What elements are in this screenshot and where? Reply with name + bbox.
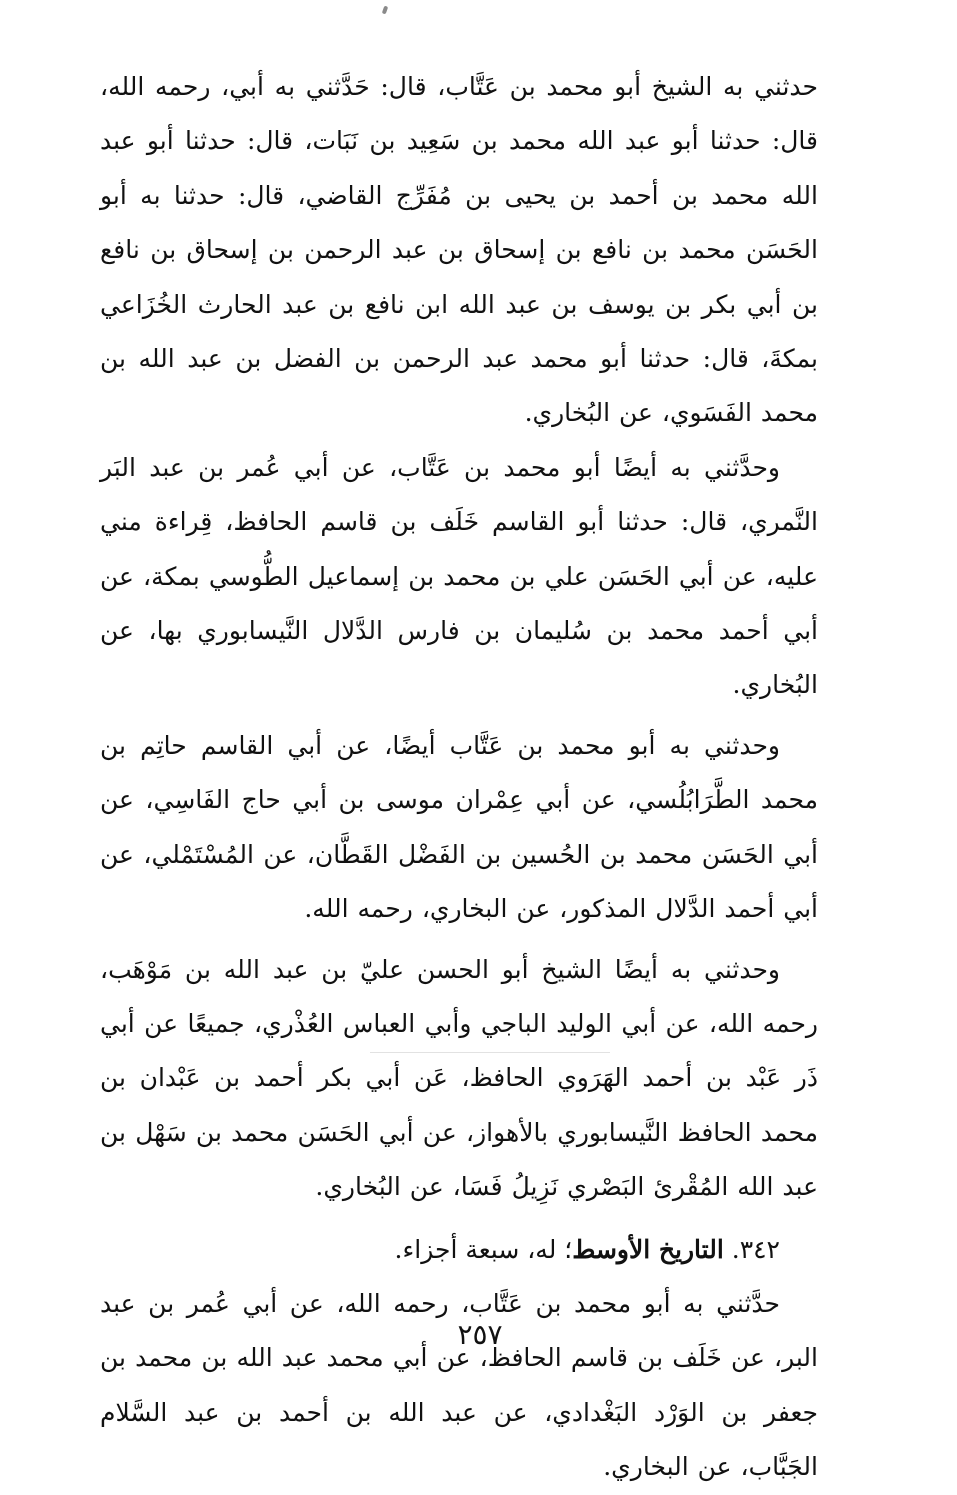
scan-speck	[382, 6, 388, 15]
paragraph-isnad-3: وحدثني به أبو محمد بن عَتَّاب أيضًا، عن أبي القاسم حاتِم بن محمد الطَّرَابُلُسي، عن أبي عِمْران موسى بن أبي حاج الفَاسِي، عن أبي الحَسَن محمد بن الحُسين بن الفَضْل القَطَّان، عن المُسْتَمْلي، عن أبي أحمد الدَّلال المذكور، عن البخاري، رحمه الله.	[100, 730, 818, 924]
page-body	[100, 60, 818, 1495]
section-title: التاريخ الأوسط	[572, 1234, 724, 1264]
section-heading	[100, 1223, 818, 1277]
paragraph-isnad-4: وحدثني به أيضًا الشيخ أبو الحسن عليّ بن عبد الله بن مَوْهَب، رحمه الله، عن أبي الوليد الباجي وأبي العباس العُذْري، جميعًا عن أبي ذَر عَبْد بن أحمد الهَرَوي الحافظ، عَن أبي بكر أحمد بن عَبْدان بن محمد الحافظ النَّيسابوري بالأهواز، عن أبي الحَسَن محمد بن سَهْل بن عبد الله المُقْرئ البَصْري نَزِيلُ فَسَا، عن البُخاري.	[100, 954, 818, 1202]
faint-rule	[370, 1052, 610, 1053]
section-note: ؛ له، سبعة أجزاء.	[394, 1234, 573, 1264]
section-number: ٣٤٢.	[731, 1234, 780, 1264]
paragraph-isnad-5: حدَّثني به أبو محمد بن عَتَّاب، رحمه الله، عن أبي عُمر بن عبد البر، عن خَلَف بن قاسم الحافظ، عن أبي محمد عبد الله بن محمد بن جعفر بن الوَرْد البَغْدادي، عن عبد الله بن أحمد بن عبد السَّلام الجَبَّاب، عن البخاري.	[100, 1288, 818, 1482]
page-number: ٢٥٧	[457, 1318, 503, 1351]
paragraph-isnad-2: وحدَّثني به أيضًا أبو محمد بن عَتَّاب، عن أبي عُمر بن عبد البَر النَّمري، قال: حدثنا أبو القاسم خَلَف بن قاسم الحافظ، قِراءة مني عليه، عن أبي الحَسَن علي بن محمد بن إسماعيل الطُّوسي بمكة، عن أبي أحمد محمد بن سُليمان بن فارس الدَّلال النَّيسابوري بها، عن البُخاري.	[100, 452, 818, 700]
paragraph-isnad-1: حدثني به الشيخ أبو محمد بن عَتَّاب، قال: حَدَّثني به أبي، رحمه الله، قال: حدثنا أبو عبد الله محمد بن سَعِيد بن نَبَات، قال: حدثنا أبو عبد الله محمد بن أحمد بن يحيى بن مُفَرِّج القاضي، قال: حدثنا به أبو الحَسَن محمد بن نافع بن إسحاق بن عبد الرحمن بن إسحاق بن نافع بن أبي بكر بن يوسف بن عبد الله ابن نافع بن عبد الحارث الخُزَاعي بمكةَ، قال: حدثنا أبو محمد عبد الرحمن بن الفضل بن عبد الله بن محمد الفَسَوي، عن البُخاري.	[100, 72, 818, 428]
